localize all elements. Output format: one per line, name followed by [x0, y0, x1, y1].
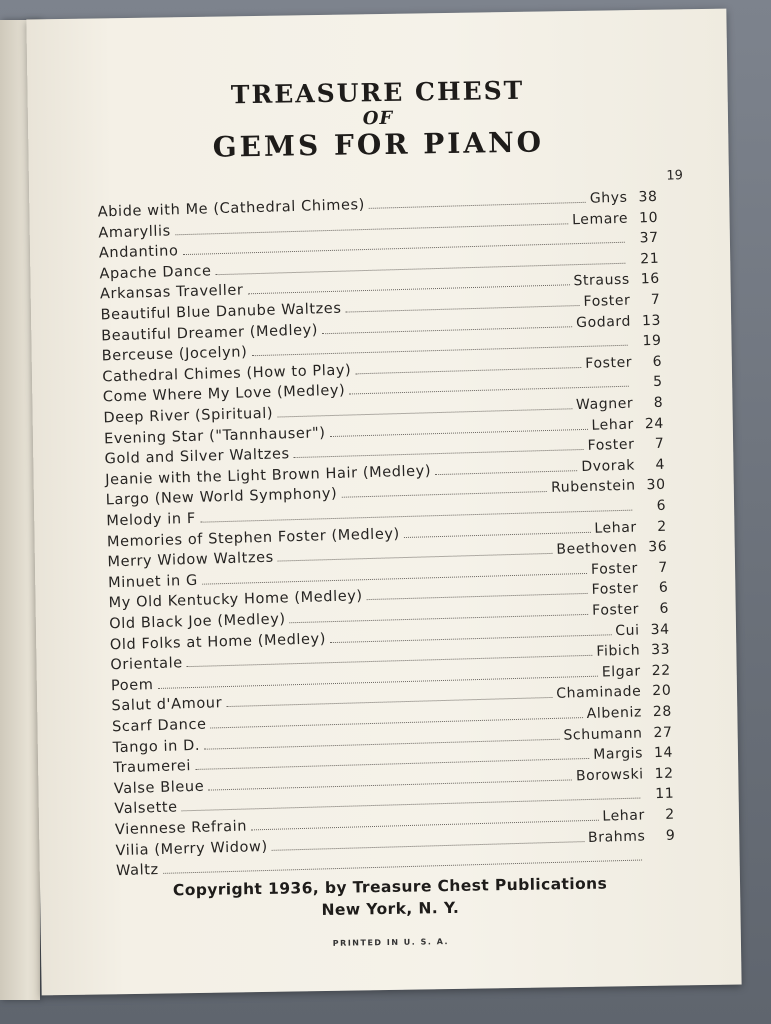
toc-title: Apache Dance	[99, 263, 212, 283]
toc-page-number: 9	[665, 827, 676, 844]
toc-title: Old Black Joe (Medley)	[109, 611, 286, 633]
toc-page-number: 2	[657, 518, 667, 535]
toc-composer: Lehar	[594, 519, 637, 537]
toc-title: Memories of Stephen Foster (Medley)	[106, 525, 400, 550]
toc-title: Valse Bleue	[113, 778, 205, 798]
toc-title: Arkansas Traveller	[99, 282, 244, 303]
toc-title: Salut d'Amour	[111, 695, 223, 715]
toc-page-number: 19	[642, 332, 662, 350]
toc-title: Traumerei	[113, 758, 192, 777]
toc-composer: Elgar	[601, 663, 642, 681]
toc-page-number: 10	[638, 209, 659, 226]
toc-composer: Margis	[593, 745, 644, 764]
toc-title: Viennese Refrain	[114, 818, 248, 839]
toc-title: Jeanie with the Light Brown Hair (Medley)	[105, 463, 432, 489]
toc-composer: Schumann	[563, 725, 643, 744]
toc-page-number: 38	[638, 188, 658, 206]
table-of-contents	[97, 168, 684, 880]
first-page-number: 19	[666, 168, 684, 184]
toc-title: Beautiful Blue Danube Waltzes	[100, 300, 342, 324]
publisher-location: New York, N. Y.	[321, 898, 460, 920]
toc-page-number: 8	[653, 394, 664, 412]
toc-page-number: 5	[652, 374, 663, 391]
toc-page-number: 33	[650, 641, 671, 659]
toc-composer: Dvorak	[581, 457, 636, 475]
toc-page-number: 36	[648, 538, 668, 556]
toc-title: Berceuse (Jocelyn)	[101, 344, 248, 365]
toc-composer: Foster	[583, 292, 631, 310]
toc-composer: Beethoven	[556, 539, 638, 558]
toc-page-number: 2	[665, 806, 676, 823]
toc-page-number: 20	[652, 683, 672, 700]
toc-title: Tango in D.	[112, 737, 201, 756]
toc-title: Amaryllis	[98, 223, 172, 242]
toc-composer: Foster	[590, 560, 639, 578]
toc-page-number: 13	[641, 312, 662, 329]
dot-leader	[163, 859, 642, 874]
booklet-page	[26, 9, 741, 996]
toc-title: Cathedral Chimes (How to Play)	[102, 362, 352, 386]
copyright-notice: Copyright 1936, by Treasure Chest Publications	[172, 874, 608, 900]
toc-page-number: 4	[655, 456, 666, 473]
toc-page-number: 27	[653, 724, 673, 741]
booklet-subtitle: GEMS FOR PIANO	[212, 125, 545, 164]
toc-composer: Albeniz	[586, 704, 643, 722]
toc-composer: Ghys	[589, 189, 628, 207]
toc-title: Deep River (Spiritual)	[103, 405, 274, 427]
toc-page-number: 24	[644, 415, 665, 432]
toc-page-number: 28	[652, 703, 673, 721]
toc-composer: Lemare	[571, 210, 629, 228]
toc-page-number: 34	[650, 621, 670, 638]
toc-title: Poem	[110, 676, 154, 695]
toc-page-number: 21	[640, 250, 660, 268]
toc-composer: Fibich	[596, 642, 641, 660]
toc-page-number: 7	[654, 435, 665, 453]
toc-title: Gold and Silver Waltzes	[104, 446, 290, 468]
toc-title: Vilia (Merry Widow)	[115, 838, 268, 859]
toc-page-number: 22	[651, 662, 671, 679]
toc-composer: Wagner	[575, 395, 634, 414]
toc-composer: Foster	[591, 580, 639, 599]
toc-title: Abide with Me (Cathedral Chimes)	[97, 196, 366, 221]
dot-leader	[435, 469, 577, 475]
toc-page-number: 14	[653, 744, 674, 762]
toc-page-number	[646, 864, 676, 865]
toc-title: Beautiful Dreamer (Medley)	[100, 321, 319, 345]
toc-title: Melody in F	[106, 510, 197, 530]
toc-title: Valsette	[114, 799, 178, 818]
toc-title: Scarf Dance	[111, 716, 207, 736]
toc-composer: Godard	[575, 313, 632, 331]
toc-title: Evening Star ("Tannhauser")	[103, 424, 326, 447]
toc-page-number: 6	[658, 580, 669, 597]
toc-composer: Rubenstein	[550, 477, 636, 497]
toc-page-number: 30	[646, 477, 666, 494]
toc-page-number: 6	[659, 600, 670, 617]
toc-composer: Foster	[585, 354, 633, 372]
booklet-title: TREASURE CHEST	[230, 75, 525, 110]
toc-title: Waltz	[115, 862, 159, 880]
toc-title: Merry Widow Waltzes	[107, 549, 275, 571]
toc-page-number: 6	[656, 497, 667, 514]
toc-title: Largo (New World Symphony)	[105, 486, 338, 509]
toc-page-number: 6	[652, 353, 663, 370]
toc-title: Old Folks at Home (Medley)	[109, 630, 327, 653]
toc-composer: Borowski	[575, 766, 644, 785]
toc-page-number: 16	[640, 271, 661, 288]
booklet-title-connector: OF	[362, 107, 394, 130]
toc-title: My Old Kentucky Home (Medley)	[108, 588, 363, 612]
dot-leader	[404, 530, 591, 537]
toc-composer: Lehar	[591, 416, 635, 434]
printed-in-usa: PRINTED IN U. S. A.	[332, 937, 450, 948]
toc-page-number: 7	[650, 291, 661, 309]
toc-title: Orientale	[110, 655, 184, 674]
toc-page-number: 12	[654, 765, 674, 782]
toc-composer: Brahms	[587, 828, 646, 846]
toc-composer: Foster	[591, 601, 640, 619]
toc-composer: Chaminade	[556, 683, 642, 703]
toc-page-number: 37	[639, 229, 659, 247]
toc-title: Minuet in G	[107, 572, 199, 592]
toc-composer: Cui	[615, 622, 640, 639]
toc-page-number: 7	[658, 559, 669, 576]
toc-title: Andantino	[98, 243, 179, 262]
toc-page-number: 11	[654, 785, 675, 803]
toc-title: Come Where My Love (Medley)	[102, 383, 346, 406]
toc-composer: Strauss	[573, 272, 631, 290]
toc-composer: Lehar	[602, 807, 646, 825]
toc-composer: Foster	[587, 436, 635, 455]
